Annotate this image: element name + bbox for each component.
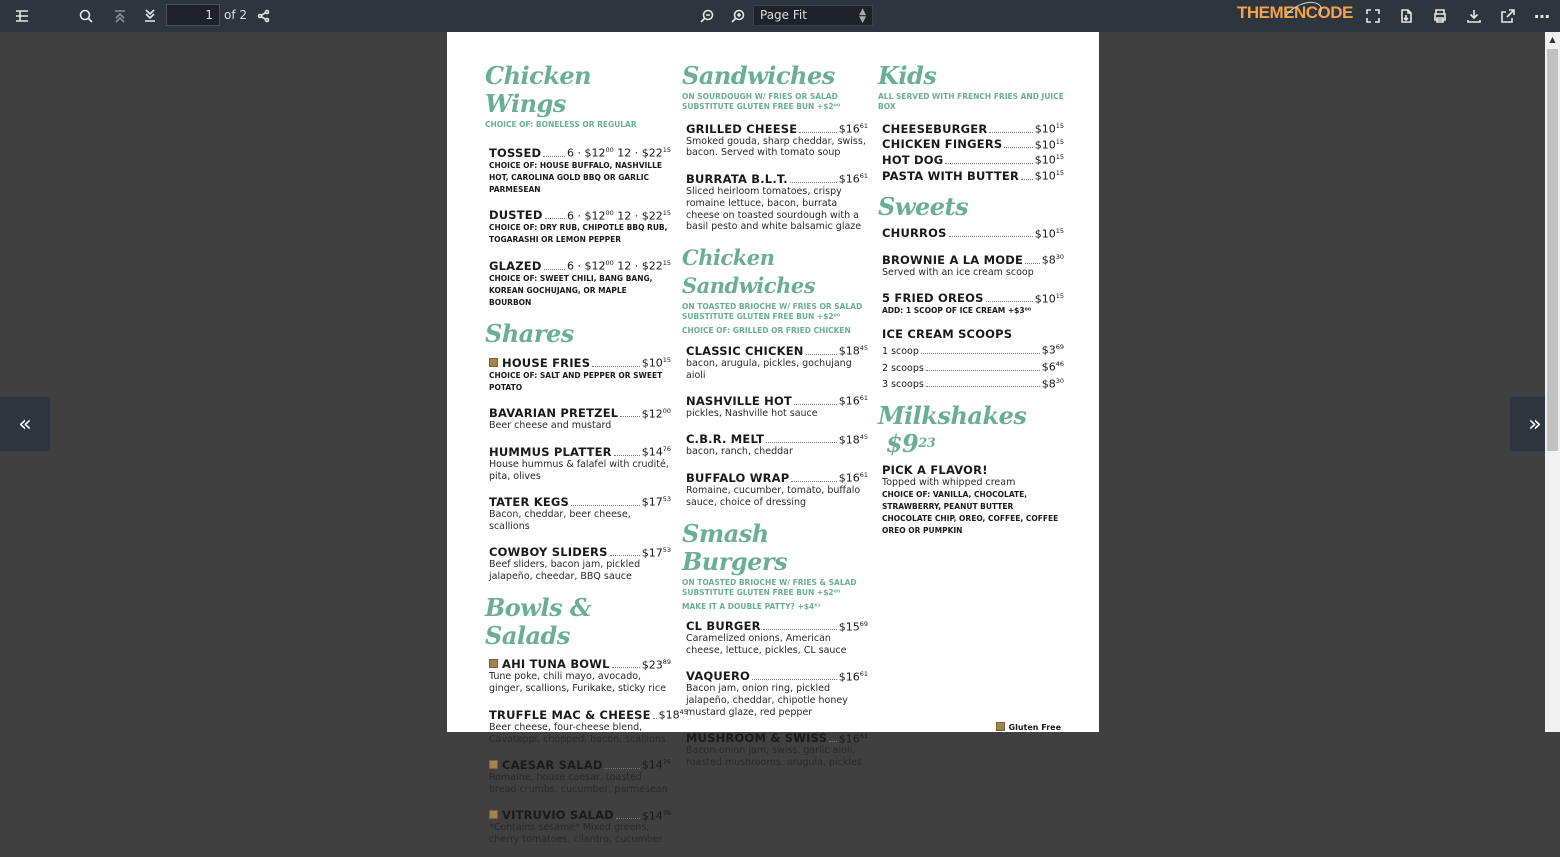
item-price (1035, 151, 1064, 167)
price-main: 6 · $12 (566, 209, 606, 223)
price-cents: 53 (662, 495, 671, 504)
item-name: ICE CREAM SCOOPS (882, 327, 1013, 342)
menu-item (686, 170, 868, 233)
price-main: $16 (838, 395, 860, 408)
menu-item (882, 464, 1064, 537)
item-name: VITRUVIO SALAD (502, 808, 614, 823)
price-main: $10 (1034, 227, 1056, 241)
section-title-smash-burgers: Smash Burgers (682, 518, 788, 576)
menu-column-3 (878, 62, 1064, 548)
price-main: $17 (641, 546, 663, 560)
menu-item (686, 392, 868, 419)
previous-page-arrow-icon[interactable]: « (0, 397, 50, 451)
page-number-input[interactable] (166, 4, 220, 26)
menu-item (882, 151, 1064, 167)
price-main: 6 · $12 (566, 146, 606, 160)
section-subtitle-chicken-choice: CHOICE OF: GRILLED OR FRIED CHICKEN (682, 326, 851, 336)
item-price (839, 431, 868, 447)
item-price (642, 354, 671, 370)
price-main: $14 (641, 445, 663, 459)
price-main: 6 · $12 (566, 259, 606, 273)
menu-item (489, 405, 671, 432)
price-cents: 00 (605, 259, 614, 268)
price-cents: 15 (1055, 226, 1064, 235)
previous-page-icon[interactable] (108, 4, 132, 28)
bowls-items (485, 656, 688, 846)
item-price (839, 170, 868, 186)
price-cents: 15 (1055, 168, 1064, 177)
menu-item (489, 807, 671, 846)
price-cents: 69 (859, 619, 868, 628)
price-main-2: 12 · $22 (613, 146, 663, 160)
price-main: $16 (838, 471, 860, 485)
item-description: Bacon jam, onion ring, pickled jalapeño, cheddar, chipotle honey mustard glaze, red pepper (686, 683, 848, 718)
item-description: Romaine, house caesar, toasted bread crumbs, cucumber, parmesean (489, 771, 668, 795)
item-description: Sliced heirloom tomatoes, crispy romaine lettuce, bacon, burrata cheese on toasted sourdough with a basil pesto and white balsamic glaze (686, 185, 862, 233)
item-name: CHURROS (882, 226, 947, 241)
item-price (1042, 341, 1064, 357)
scrollbar-thumb[interactable] (1547, 49, 1558, 451)
item-description: Tune poke, chili mayo, avocado, ginger, scallions, Furikake, sticky rice (489, 671, 666, 695)
item-price (567, 207, 671, 223)
item-choice: CHOICE OF: DRY RUB, CHIPOTLE BBQ RUB, TOGARASHI OR LEMON PEPPER (489, 223, 668, 245)
zoom-out-icon[interactable] (695, 4, 719, 28)
item-description: Beef sliders, bacon jam, pickled jalapeño, cheedar, BBQ sauce (489, 559, 641, 583)
kids-items (878, 120, 1064, 183)
price-cents: 00 (662, 406, 671, 415)
zoom-in-icon[interactable] (726, 4, 750, 28)
price-cents-2: 15 (662, 208, 671, 217)
chicken-sandwiches-items (682, 342, 868, 508)
item-name: COWBOY SLIDERS (489, 545, 608, 560)
item-name: GRILLED CHEESE (686, 121, 798, 136)
item-name: TRUFFLE MAC & CHEESE (489, 707, 651, 722)
fullscreen-icon[interactable] (1361, 4, 1385, 28)
price-main: $10 (1034, 122, 1056, 136)
price-main: $23 (641, 658, 663, 672)
price-cents: 00 (605, 208, 614, 217)
item-price (1035, 136, 1064, 152)
menu-item (686, 668, 868, 719)
item-name: BUFFALO WRAP (686, 470, 790, 485)
price-main: $3 (1041, 344, 1056, 358)
size-name: 2 scoops (882, 362, 924, 374)
price-main: $10 (1034, 153, 1056, 167)
vertical-scrollbar[interactable] (1545, 32, 1560, 732)
menu-item (489, 544, 671, 583)
price-main: $18 (658, 708, 680, 722)
menu-item (686, 469, 868, 508)
zoom-select[interactable] (753, 5, 873, 26)
item-price (642, 756, 671, 772)
item-name: GLAZED (489, 258, 542, 273)
item-price (839, 392, 868, 408)
item-price (839, 618, 868, 634)
item-choice: ADD: 1 SCOOP OF ICE CREAM +$3⁰⁰ (882, 306, 1032, 316)
price-main: $16 (838, 172, 860, 186)
zoom-value: Page Fit (760, 8, 807, 22)
price-cents: 15 (1055, 291, 1064, 300)
section-title-sweets: Sweets (878, 191, 969, 221)
menu-item (686, 730, 868, 769)
ice-cream-sizes (882, 341, 1064, 391)
download-icon[interactable] (1462, 4, 1486, 28)
price-main: $18 (838, 344, 860, 358)
price-cents: 53 (662, 545, 671, 554)
item-description: Romaine, cucumber, tomato, buffalo sauce, choice of dressing (686, 484, 861, 508)
menu-item (686, 120, 868, 159)
price-main: $15 (838, 620, 860, 634)
next-page-arrow-icon[interactable]: » (1510, 397, 1560, 451)
gluten-free-icon (489, 760, 498, 769)
menu-item (882, 167, 1064, 183)
item-description: Beer cheese and mustard (489, 420, 612, 432)
item-price (642, 656, 671, 672)
item-name: BURRATA B.L.T. (686, 171, 788, 186)
section-title-bowls: Bowls & Salads (485, 592, 592, 650)
price-main: $10 (1034, 138, 1056, 152)
item-name: DUSTED (489, 208, 543, 223)
menu-column-1 (485, 61, 688, 857)
item-name: CHEESEBURGER (882, 121, 988, 136)
item-name: NASHVILLE HOT (686, 394, 792, 408)
item-name: PASTA WITH BUTTER (882, 168, 1020, 183)
sweets-items (878, 225, 1064, 392)
menu-item (489, 706, 688, 745)
item-name: VAQUERO (686, 669, 751, 684)
open-file-icon[interactable] (1394, 4, 1418, 28)
menu-item (882, 120, 1064, 136)
shares-items (485, 354, 671, 583)
price-main: $14 (641, 809, 663, 823)
page-count: of 2 (224, 8, 248, 22)
item-description: Beer cheese, four-cheese blend, Cavatappi, chopped, bacon, scallions (489, 721, 666, 745)
section-title-shares: Shares (485, 318, 574, 348)
price-cents: 69 (1055, 343, 1064, 352)
item-name: HOUSE FRIES (502, 355, 591, 370)
item-price (1042, 251, 1064, 267)
wings-sub-text: CHOICE OF: BONELESS OR REGULAR (485, 120, 637, 129)
price-main: $16 (838, 732, 860, 746)
item-name: CLASSIC CHICKEN (686, 343, 804, 358)
item-price (567, 144, 671, 160)
item-price (642, 807, 671, 823)
price-cents: 15 (662, 355, 671, 364)
price-cents: 76 (662, 445, 671, 454)
price-cents: 61 (859, 172, 868, 181)
item-name: MUSHROOM & SWISS (686, 731, 828, 746)
smash-burgers-items (679, 618, 868, 770)
price-cents: 15 (1055, 122, 1064, 130)
item-price (1042, 358, 1064, 374)
more-options-icon[interactable]: ⋯ (1534, 6, 1550, 26)
item-description: Bacon, cheddar, beer cheese, scallions (489, 508, 631, 532)
menu-item (686, 618, 868, 657)
price-cents: 61 (859, 471, 868, 480)
price-cents: 61 (859, 122, 868, 130)
price-cents: 30 (1055, 253, 1064, 262)
price-cents: 76 (662, 808, 671, 817)
section-title-milkshakes (878, 402, 1064, 458)
item-description: bacon, ranch, cheddar (686, 446, 793, 458)
price-main: $10 (1034, 169, 1056, 183)
share-icon[interactable] (252, 4, 276, 28)
section-subtitle-double-patty: MAKE IT A DOUBLE PATTY? +$4⁶¹ (682, 601, 821, 611)
item-choice: CHOICE OF: VANILLA, CHOCOLATE, STRAWBERRY, PEANUT BUTTER CHOCOLATE CHIP, OREO, COFFEE, COFFEE OREO OR PUMPKIN (882, 490, 1059, 536)
sandwiches-items (682, 120, 868, 233)
item-price (1035, 120, 1064, 136)
milkshakes-items (878, 464, 1064, 537)
price-main-2: 12 · $22 (613, 209, 663, 223)
price-cents: 89 (662, 657, 671, 666)
item-price (839, 342, 868, 358)
gluten-free-icon (489, 659, 498, 668)
size-name: 1 scoop (882, 346, 919, 358)
price-cents: 61 (859, 394, 868, 403)
price-main-2: 12 · $22 (613, 259, 663, 273)
gluten-free-icon (489, 810, 498, 819)
scroll-up-icon[interactable]: ▲ (1549, 35, 1556, 44)
brand-text: THEMENCODE (1237, 3, 1353, 22)
price-main: $8 (1041, 377, 1056, 391)
menu-item (489, 656, 671, 695)
price-cents: 23 (918, 436, 936, 452)
select-arrows-icon: ▲ ▼ (859, 7, 866, 25)
price-main: $18 (838, 433, 860, 447)
price-cents: 15 (1055, 137, 1064, 146)
item-price (1035, 290, 1064, 306)
item-description: Smoked gouda, sharp cheddar, swiss, bacon. Served with tomato soup (686, 135, 866, 159)
print-icon[interactable] (1428, 4, 1452, 28)
item-name: CL BURGER (686, 619, 761, 634)
section-title-wings: Chicken Wings (485, 61, 592, 118)
item-name: CHICKEN FINGERS (882, 137, 1003, 152)
menu-item (489, 207, 671, 247)
item-name: TOSSED (489, 145, 542, 160)
item-choice: CHOICE OF: SALT AND PEPPER OR SWEET POTATO (489, 370, 663, 392)
item-name: C.B.R. MELT (686, 432, 765, 447)
price-cents: 45 (679, 708, 688, 717)
item-name: CAESAR SALAD (502, 757, 603, 772)
menu-item (489, 443, 671, 482)
item-price (839, 668, 868, 684)
brand-logo (1237, 3, 1353, 23)
item-price (642, 443, 671, 459)
price-cents: 00 (605, 146, 614, 154)
item-description: Bacon-onion jam, swiss, garlic aioli, roasted mushrooms, arugula, pickles (686, 745, 862, 769)
item-name: BROWNIE A LA MODE (882, 252, 1024, 267)
section-subtitle-wings (485, 120, 671, 130)
item-price (567, 257, 671, 273)
item-choice: CHOICE OF: HOUSE BUFFALO, NASHVILLE HOT, CAROLINA GOLD BBQ OR GARLIC PARMESEAN (489, 160, 662, 194)
section-subtitle-sandwiches: ON SOURDOUGH W/ FRIES OR SALAD SUBSTITUTE GLUTEN FREE BUN +$2⁰⁰ (682, 92, 841, 111)
item-name: PICK A FLAVOR! (882, 463, 988, 478)
item-description: Caramelized onions, American cheese, lettuce, pickles, CL sauce (686, 633, 847, 656)
item-description: pickles, Nashville hot sauce (686, 408, 818, 419)
menu-column-2 (679, 61, 868, 780)
price-cents: 45 (859, 432, 868, 441)
item-price (839, 469, 868, 485)
pdf-page (447, 32, 1099, 846)
price-main: $12 (641, 407, 663, 421)
price-cents-2: 15 (662, 146, 671, 154)
price-main: $10 (1034, 292, 1056, 306)
item-name: TATER KEGS (489, 494, 570, 509)
section-subtitle-chicken-sandwiches: ON TOASTED BRIOCHE W/ FRIES OR SALAD SUBSTITUTE GLUTEN FREE BUN +$2⁰⁰ (682, 302, 863, 322)
menu-item (882, 136, 1064, 152)
wings-items (485, 144, 671, 309)
next-page-icon[interactable] (138, 4, 162, 28)
menu-item (686, 342, 868, 381)
section-title-kids: Kids (878, 61, 937, 90)
item-price (839, 120, 868, 136)
item-price (1035, 225, 1064, 241)
menu-item (489, 756, 671, 795)
open-external-icon[interactable] (1496, 4, 1520, 28)
item-price (642, 493, 671, 509)
section-title-chicken-sandwiches: Chicken Sandwiches (682, 245, 816, 299)
menu-item (489, 144, 671, 196)
menu-item-ice-cream (882, 328, 1064, 391)
item-name: BAVARIAN PRETZEL (489, 406, 619, 421)
item-price (1042, 375, 1064, 391)
price-cents: 61 (859, 669, 868, 678)
price-cents-2: 15 (662, 259, 671, 268)
search-icon[interactable] (74, 4, 98, 28)
menu-item (489, 493, 671, 532)
pdf-toolbar (0, 0, 1560, 32)
menu-item (489, 257, 671, 309)
item-name: AHI TUNA BOWL (502, 657, 610, 672)
section-subtitle-smash: ON TOASTED BRIOCHE W/ FRIES & SALAD SUBSTITUTE GLUTEN FREE BUN +$2⁰⁰ (682, 577, 857, 597)
section-title-sandwiches: Sandwiches (682, 61, 835, 90)
price-cents: 45 (859, 344, 868, 353)
item-price (1035, 167, 1064, 183)
gluten-free-label: Gluten Free (1008, 723, 1061, 732)
milkshakes-price (878, 429, 935, 458)
item-price (642, 405, 671, 421)
sidebar-toggle-icon[interactable] (10, 4, 34, 28)
menu-item (489, 354, 671, 394)
menu-item (686, 431, 868, 458)
size-name: 3 scoops (882, 379, 924, 391)
price-main: $6 (1041, 360, 1056, 374)
item-name: 5 FRIED OREOS (882, 291, 984, 306)
price-main: $16 (838, 122, 860, 136)
item-name: HUMMUS PLATTER (489, 444, 612, 459)
price-main: $8 (1041, 253, 1056, 267)
milkshakes-title-text: Milkshakes (878, 401, 1027, 431)
price-cents: 61 (859, 731, 868, 740)
item-name: HOT DOG (882, 152, 944, 167)
price-main: $9 (885, 429, 919, 459)
item-price (642, 544, 671, 560)
price-main: $16 (838, 670, 860, 684)
menu-item (882, 290, 1064, 318)
menu-item (882, 251, 1064, 278)
item-description: Served with an ice cream scoop (882, 266, 1034, 278)
item-price (839, 730, 868, 746)
item-description: bacon, arugula, pickles, gochujang aioli (686, 357, 852, 381)
item-choice: CHOICE OF: SWEET CHILI, BANG BANG, KOREAN GOCHUJANG, OR MAPLE BOURBON (489, 273, 653, 307)
price-main: $14 (641, 758, 663, 772)
price-cents: 15 (1055, 153, 1064, 162)
price-cents: 30 (1055, 376, 1064, 385)
item-description: House hummus & falafel with crudité, pita, olives (489, 458, 669, 482)
price-cents: 46 (1055, 360, 1064, 369)
gluten-free-icon (489, 358, 498, 367)
item-description: Topped with whipped cream (882, 477, 1016, 489)
section-subtitle-kids: ALL SERVED WITH FRENCH FRIES AND JUICE BOX (878, 92, 1064, 111)
price-main: $10 (641, 356, 663, 370)
menu-item (882, 225, 1064, 241)
item-description: *Contains sesame* Mixed greens, cherry tomatoes, cilantro, cucumber (489, 822, 663, 846)
gluten-free-icon (996, 722, 1005, 731)
price-cents: 76 (662, 758, 671, 767)
price-main: $17 (641, 495, 663, 509)
gluten-free-legend (996, 722, 1061, 732)
